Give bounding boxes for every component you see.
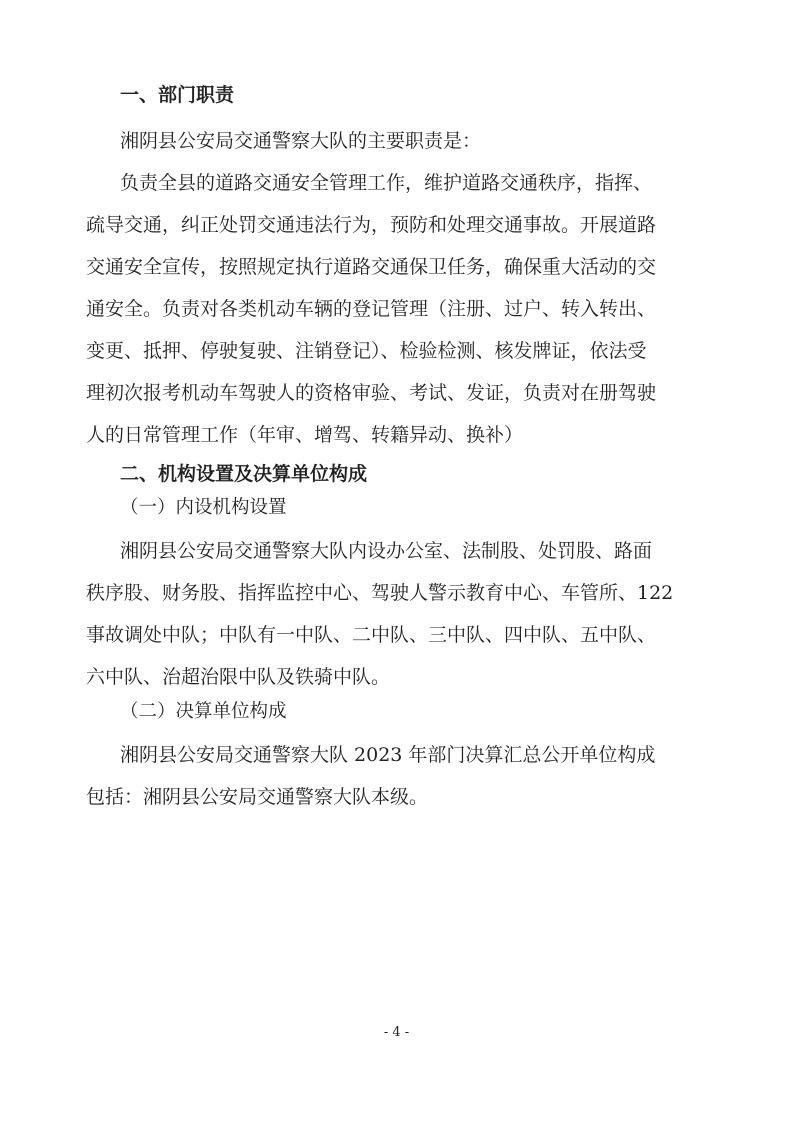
- duties-intro: 湘阴县公安局交通警察大队的主要职责是：: [120, 130, 482, 152]
- subsection-title-units: （二）决算单位构成: [120, 701, 287, 722]
- section-heading-duties: 一、部门职责: [120, 84, 235, 106]
- section-heading-structure: 二、机构设置及决算单位构成: [120, 463, 368, 485]
- units-line: 湘阴县公安局交通警察大队 2023 年部门决算汇总公开单位构成: [120, 744, 656, 766]
- page-number: - 4 -: [383, 1025, 410, 1040]
- internal-line: 六中队、治超治限中队及铁骑中队。: [86, 666, 391, 688]
- units-line: 包括：湘阴县公安局交通警察大队本级。: [86, 786, 429, 808]
- duties-line: 变更、抵押、停驶复驶、注销登记）、检验检测、核发牌证，依法受: [86, 340, 647, 362]
- duties-line: 交通安全宣传，按照规定执行道路交通保卫任务，确保重大活动的交: [86, 256, 657, 278]
- internal-line: 事故调处中队；中队有一中队、二中队、三中队、四中队、五中队、: [86, 624, 657, 646]
- internal-line: 秩序股、财务股、指挥监控中心、驾驶人警示教育中心、车管所、122: [86, 582, 674, 604]
- duties-line: 理初次报考机动车驾驶人的资格审验、考试、发证，负责对在册驾驶: [86, 382, 657, 404]
- duties-line: 疏导交通，纠正处罚交通违法行为，预防和处理交通事故。开展道路: [86, 214, 657, 236]
- duties-line: 负责全县的道路交通安全管理工作，维护道路交通秩序，指挥、: [120, 172, 653, 194]
- duties-line: 通安全。负责对各类机动车辆的登记管理（注册、过户、转入转出、: [86, 298, 657, 320]
- duties-line: 人的日常管理工作（年审、增驾、转籍异动、换补）: [86, 424, 524, 446]
- internal-line: 湘阴县公安局交通警察大队内设办公室、法制股、处罚股、路面: [120, 540, 653, 562]
- subsection-title-internal: （一）内设机构设置: [120, 497, 287, 518]
